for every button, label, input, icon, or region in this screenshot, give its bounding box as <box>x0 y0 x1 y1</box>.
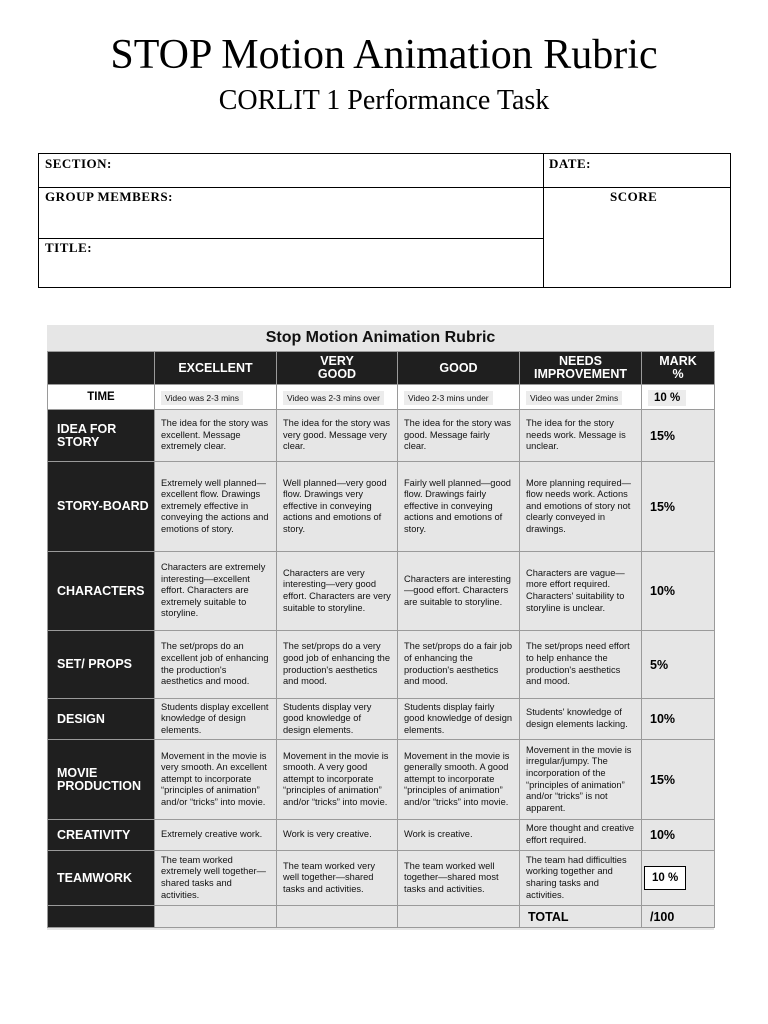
col-mark: MARK % <box>642 352 715 385</box>
cell-mark: 15% <box>642 462 715 552</box>
info-box <box>38 153 731 288</box>
table-row <box>48 851 715 906</box>
table-row <box>48 699 715 740</box>
row-category: DESIGN <box>48 699 155 740</box>
table-row <box>48 552 715 631</box>
row-category: TEAMWORK <box>48 851 155 906</box>
time-needs-improvement: Video was under 2mins <box>526 391 622 405</box>
divider <box>39 238 543 239</box>
empty-cell <box>155 906 277 928</box>
page-subtitle: CORLIT 1 Performance Task <box>218 85 550 116</box>
cell-needs-improvement: The set/props need effort to help enhance the production's aesthetics and mood. <box>520 631 642 699</box>
table-row <box>48 410 715 462</box>
cell-excellent: The team worked extremely well together—shared tasks and activities. <box>155 851 277 906</box>
cell-good: The idea for the story was good. Message fairly clear. <box>398 410 520 462</box>
cell-mark: 10% <box>642 820 715 851</box>
cell-good: Movement in the movie is generally smooth. A good attempt to incorporate “principles of animation” and/or “tricks” into movie. <box>398 740 520 820</box>
table-row <box>48 462 715 552</box>
time-good: Video 2-3 mins under <box>404 391 493 405</box>
time-excellent: Video was 2-3 mins <box>161 391 243 405</box>
cell-needs-improvement: Students' knowledge of design elements lacking. <box>520 699 642 740</box>
total-corner <box>48 906 155 928</box>
table-row <box>48 631 715 699</box>
cell-good: Students display fairly good knowledge of design elements. <box>398 699 520 740</box>
cell-mark: 10% <box>642 699 715 740</box>
cell-good: The team worked well together—shared most tasks and activities. <box>398 851 520 906</box>
cell-needs-improvement: The team had difficulties working together and sharing tasks and activities. <box>520 851 642 906</box>
row-category: SET/ PROPS <box>48 631 155 699</box>
page-title: STOP Motion Animation Rubric <box>110 32 658 78</box>
table-row <box>48 740 715 820</box>
cell-excellent: Movement in the movie is very smooth. An excellent attempt to incorporate “principles of animation” and/or “tricks” into movie. <box>155 740 277 820</box>
time-label: TIME <box>48 385 155 410</box>
cell-mark: 15% <box>642 740 715 820</box>
divider <box>39 187 730 188</box>
corner-cell <box>48 352 155 385</box>
cell-excellent: Students display excellent knowledge of design elements. <box>155 699 277 740</box>
date-label: DATE: <box>549 156 591 171</box>
total-row <box>48 906 715 928</box>
cell-very-good: The team worked very well together—shared tasks and activities. <box>277 851 398 906</box>
row-category: STORY-BOARD <box>48 462 155 552</box>
col-needs-improvement: NEEDS IMPROVEMENT <box>520 352 642 385</box>
time-row <box>48 385 715 410</box>
cell-needs-improvement: More thought and creative effort required. <box>520 820 642 851</box>
cell-good: The set/props do a fair job of enhancing the production's aesthetics and mood. <box>398 631 520 699</box>
row-category: CHARACTERS <box>48 552 155 631</box>
cell-very-good: The idea for the story was very good. Message very clear. <box>277 410 398 462</box>
col-excellent: EXCELLENT <box>155 352 277 385</box>
time-mark: 10 % <box>648 390 686 406</box>
cell-good: Fairly well planned—good flow. Drawings fairly effective in conveying actions and emotions of story. <box>398 462 520 552</box>
cell-mark <box>642 851 715 906</box>
cell-very-good: The set/props do a very good job of enhancing the production's aesthetics and mood. <box>277 631 398 699</box>
row-category: MOVIE PRODUCTION <box>48 740 155 820</box>
cell-good: Characters are interesting—good effort. Characters are suitable to storyline. <box>398 552 520 631</box>
total-value: /100 <box>642 906 715 928</box>
cell-needs-improvement: Movement in the movie is irregular/jumpy. The incorporation of the “principles of animation” and/or “tricks” is not apparent. <box>520 740 642 820</box>
time-cell <box>155 385 277 410</box>
time-cell <box>277 385 398 410</box>
header-row <box>48 352 715 385</box>
cell-excellent: The idea for the story was excellent. Message extremely clear. <box>155 410 277 462</box>
table-row <box>48 820 715 851</box>
cell-very-good: Characters are very interesting—very good effort. Characters are very suitable to storyline. <box>277 552 398 631</box>
section-label: SECTION: <box>45 156 112 171</box>
col-very-good: VERY GOOD <box>277 352 398 385</box>
rubric-grid <box>47 351 715 928</box>
divider <box>543 154 544 287</box>
row-category: CREATIVITY <box>48 820 155 851</box>
cell-excellent: The set/props do an excellent job of enhancing the production's aesthetics and mood. <box>155 631 277 699</box>
score-label: SCORE <box>610 189 658 204</box>
col-good: GOOD <box>398 352 520 385</box>
teamwork-mark: 10 % <box>644 866 686 890</box>
cell-excellent: Extremely creative work. <box>155 820 277 851</box>
cell-good: Work is creative. <box>398 820 520 851</box>
rubric-title: Stop Motion Animation Rubric <box>265 329 496 346</box>
cell-needs-improvement: The idea for the story needs work. Message is unclear. <box>520 410 642 462</box>
cell-needs-improvement: More planning required—flow needs work. Actions and emotions of story not clearly conveyed in drawings. <box>520 462 642 552</box>
cell-mark: 5% <box>642 631 715 699</box>
group-members-label: GROUP MEMBERS: <box>45 189 173 204</box>
cell-very-good: Well planned—very good flow. Drawings very effective in conveying actions and emotions of story. <box>277 462 398 552</box>
title-label: TITLE: <box>45 240 93 255</box>
empty-cell <box>277 906 398 928</box>
cell-excellent: Extremely well planned—excellent flow. Drawings extremely effective in conveying the actions and emotions of story. <box>155 462 277 552</box>
cell-needs-improvement: Characters are vague—more effort required. Characters' suitability to storyline is unclear. <box>520 552 642 631</box>
time-cell <box>520 385 642 410</box>
cell-mark: 10% <box>642 552 715 631</box>
total-label: TOTAL <box>520 906 642 928</box>
cell-mark: 15% <box>642 410 715 462</box>
cell-very-good: Work is very creative. <box>277 820 398 851</box>
cell-excellent: Characters are extremely interesting—excellent effort. Characters are extremely suitable to storyline. <box>155 552 277 631</box>
rubric-table <box>47 325 714 930</box>
time-cell <box>642 385 715 410</box>
row-category: IDEA FOR STORY <box>48 410 155 462</box>
time-cell <box>398 385 520 410</box>
cell-very-good: Students display very good knowledge of design elements. <box>277 699 398 740</box>
time-very-good: Video was 2-3 mins over <box>283 391 384 405</box>
cell-very-good: Movement in the movie is smooth. A very good attempt to incorporate “principles of animation” and/or “tricks” into movie. <box>277 740 398 820</box>
empty-cell <box>398 906 520 928</box>
